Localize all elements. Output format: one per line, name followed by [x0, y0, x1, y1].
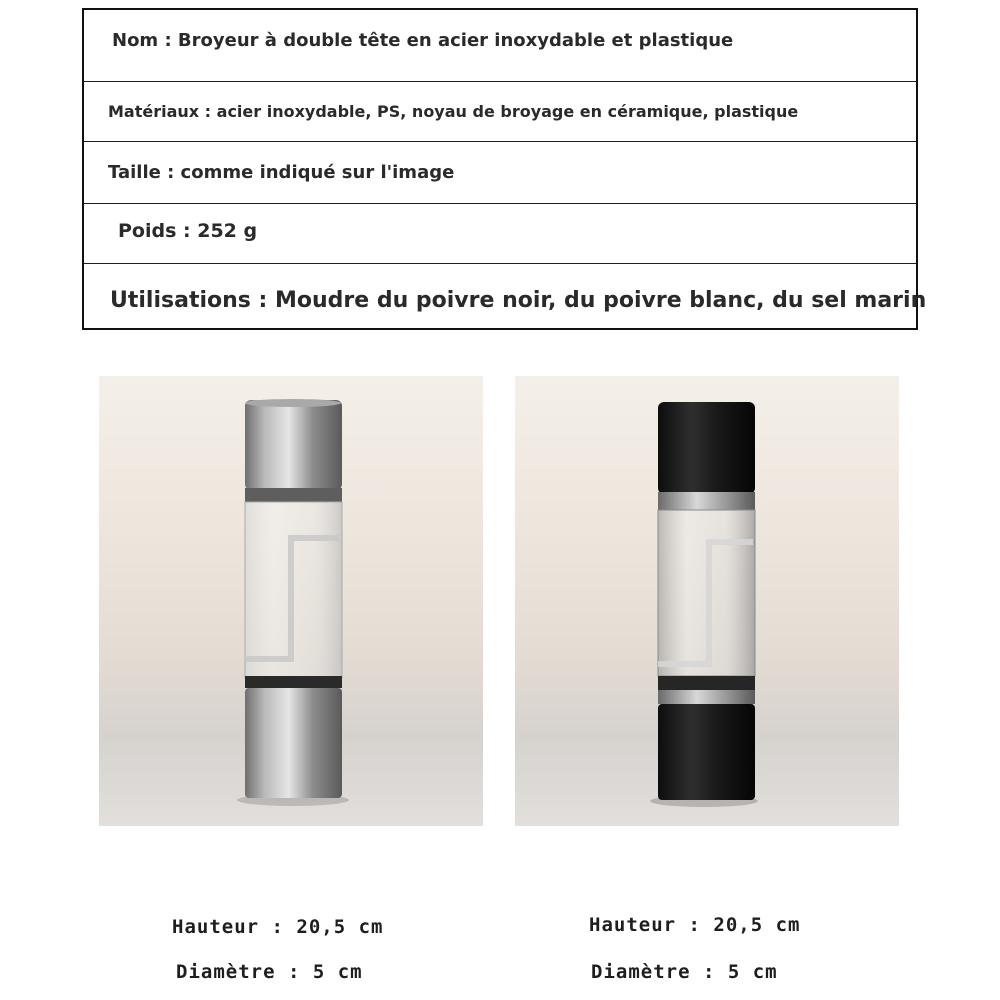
height-label-stainless: Hauteur : 20,5 cm — [172, 916, 384, 938]
spec-size: Taille : comme indiqué sur l'image — [108, 162, 455, 183]
spec-row-weight — [84, 204, 916, 264]
product-photo-stainless — [99, 376, 483, 826]
spec-materials: Matériaux : acier inoxydable, PS, noyau de broyage en céramique, plastique — [108, 102, 799, 121]
height-label-black: Hauteur : 20,5 cm — [589, 914, 801, 936]
spec-weight: Poids : 252 g — [118, 219, 258, 242]
stainless-grinder-illustration — [99, 376, 483, 826]
spec-table — [82, 8, 927, 330]
spec-row-size — [84, 142, 916, 204]
diameter-label-stainless: Diamètre : 5 cm — [176, 961, 363, 983]
spec-uses: Utilisations : Moudre du poivre noir, du poivre blanc, du sel marin — [110, 287, 927, 313]
product-photo-black — [515, 376, 899, 826]
black-grinder-illustration — [515, 376, 899, 826]
spec-row-uses — [84, 264, 927, 330]
diameter-label-black: Diamètre : 5 cm — [591, 961, 778, 983]
spec-row-name — [84, 10, 916, 82]
spec-row-materials — [84, 82, 916, 142]
spec-name: Nom : Broyeur à double tête en acier inoxydable et plastique — [112, 30, 734, 51]
